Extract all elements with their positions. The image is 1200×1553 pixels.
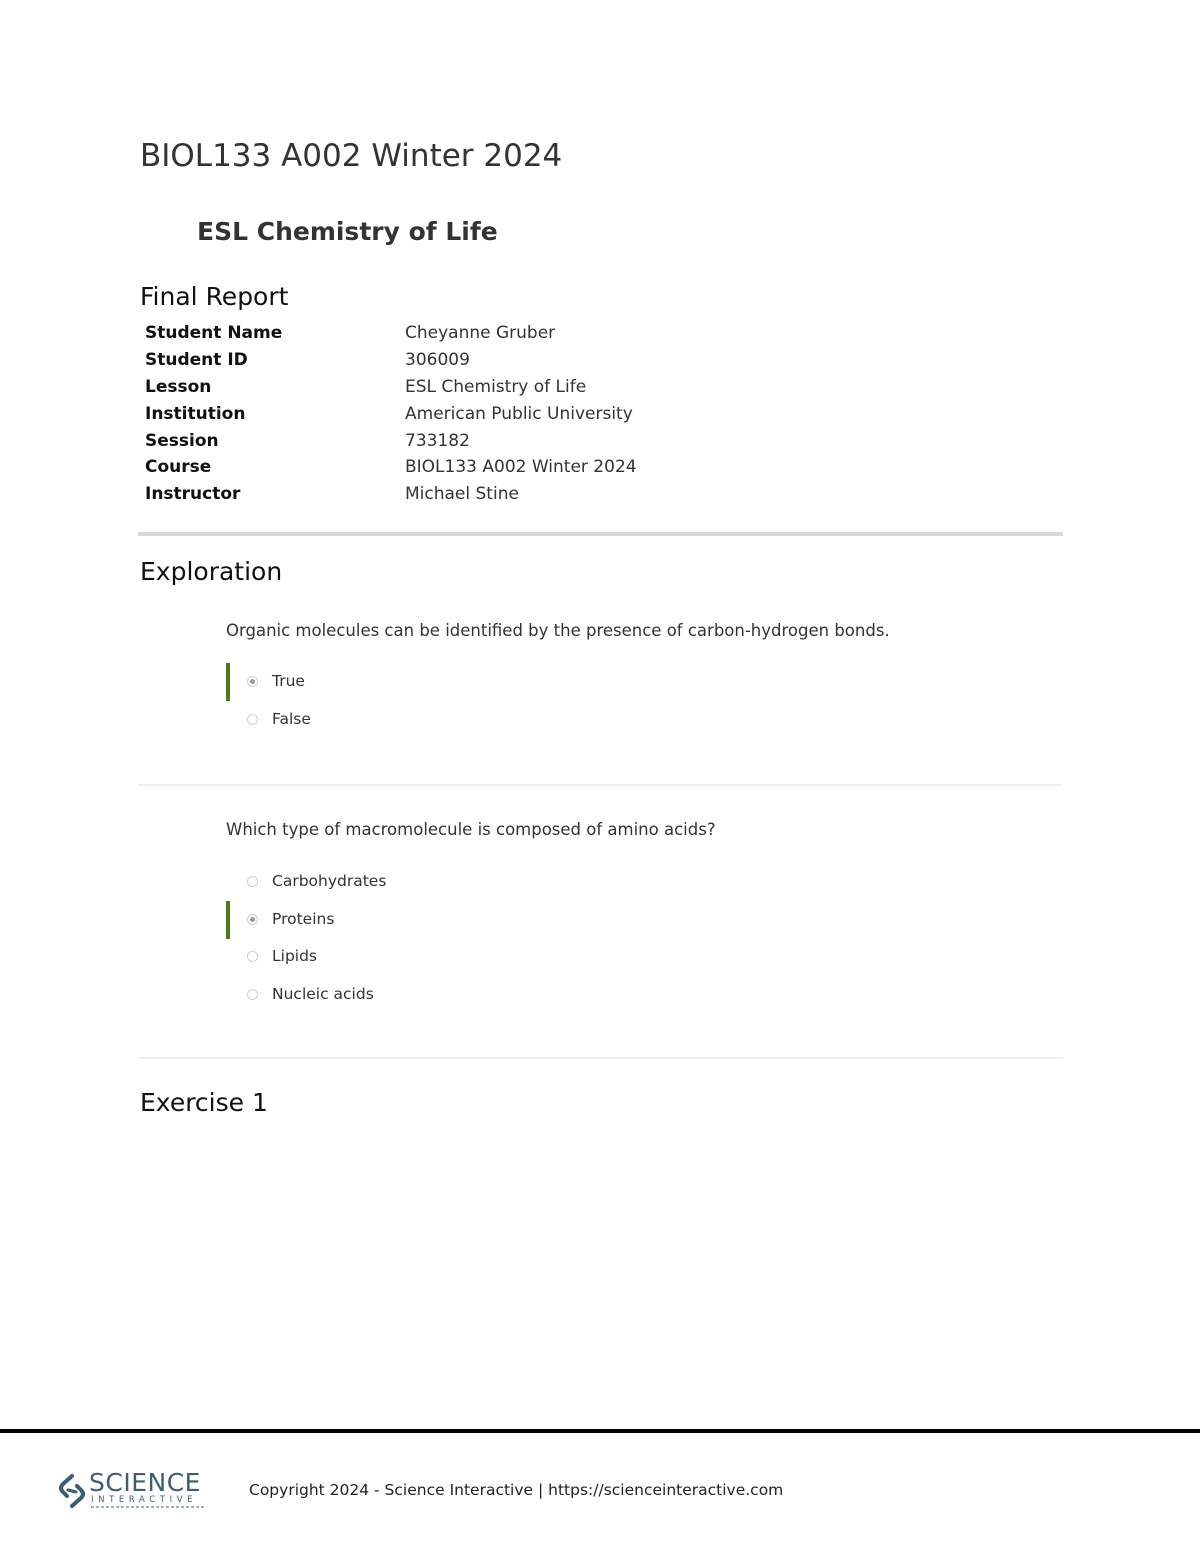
info-row-student-id [145, 347, 637, 374]
radio-checked-icon[interactable] [247, 914, 258, 925]
logo-tagline-decoration [91, 1506, 206, 1508]
student-info-table [145, 320, 637, 508]
info-row-instructor [145, 481, 637, 508]
final-report-heading: Final Report [140, 282, 289, 311]
answer-option-lipids[interactable] [226, 938, 626, 976]
radio-unchecked-icon[interactable] [247, 989, 258, 1000]
info-label: Session [145, 430, 219, 451]
option-label: Proteins [272, 910, 335, 928]
info-value: 306009 [405, 350, 470, 371]
copyright-text: Copyright 2024 - Science Interactive | https://scienceinteractive.com [249, 1481, 784, 1499]
answer-option-true[interactable] [226, 663, 626, 701]
info-label: Lesson [145, 376, 212, 397]
option-label: True [272, 672, 305, 690]
science-interactive-logo[interactable] [58, 1470, 208, 1514]
radio-unchecked-icon[interactable] [247, 714, 258, 725]
info-label: Student ID [145, 350, 248, 371]
option-label: False [272, 710, 311, 728]
section-divider [138, 532, 1063, 536]
selected-answer-bar [226, 663, 230, 701]
info-row-session [145, 427, 637, 454]
chain-link-icon [58, 1472, 86, 1510]
selected-answer-bar [226, 901, 230, 939]
info-label: Course [145, 457, 212, 478]
info-value: American Public University [405, 403, 633, 424]
info-value: Cheyanne Gruber [405, 323, 556, 344]
info-row-student-name [145, 320, 637, 347]
question-text: Which type of macromolecule is composed of amino acids? [226, 820, 716, 839]
option-label: Lipids [272, 947, 318, 965]
info-row-lesson [145, 374, 637, 401]
question-text: Organic molecules can be identified by the presence of carbon-hydrogen bonds. [226, 621, 890, 640]
radio-checked-icon[interactable] [247, 676, 258, 687]
info-row-course [145, 454, 637, 481]
course-title: BIOL133 A002 Winter 2024 [140, 138, 563, 174]
radio-unchecked-icon[interactable] [247, 951, 258, 962]
info-row-institution [145, 400, 637, 427]
exercise-1-heading: Exercise 1 [140, 1088, 268, 1117]
answer-option-false[interactable] [226, 701, 626, 739]
info-value: Michael Stine [405, 484, 519, 505]
option-label: Nucleic acids [272, 985, 374, 1003]
info-value: 733182 [405, 430, 470, 451]
answer-option-proteins[interactable] [226, 901, 626, 939]
info-value: ESL Chemistry of Life [405, 376, 587, 397]
radio-unchecked-icon[interactable] [247, 876, 258, 887]
logo-wordmark: SCIENCE [89, 1468, 201, 1497]
info-label: Institution [145, 403, 246, 424]
info-value: BIOL133 A002 Winter 2024 [405, 457, 637, 478]
info-label: Instructor [145, 484, 241, 505]
question-divider [138, 1057, 1063, 1059]
footer-divider [0, 1429, 1200, 1433]
question-divider [138, 784, 1063, 786]
answer-option-carbohydrates[interactable] [226, 863, 626, 901]
option-label: Carbohydrates [272, 872, 387, 890]
lesson-title: ESL Chemistry of Life [197, 217, 498, 246]
answer-option-nucleic-acids[interactable] [226, 976, 626, 1014]
info-label: Student Name [145, 323, 283, 344]
logo-subtext: INTERACTIVE [91, 1495, 198, 1505]
exploration-heading: Exploration [140, 557, 283, 586]
